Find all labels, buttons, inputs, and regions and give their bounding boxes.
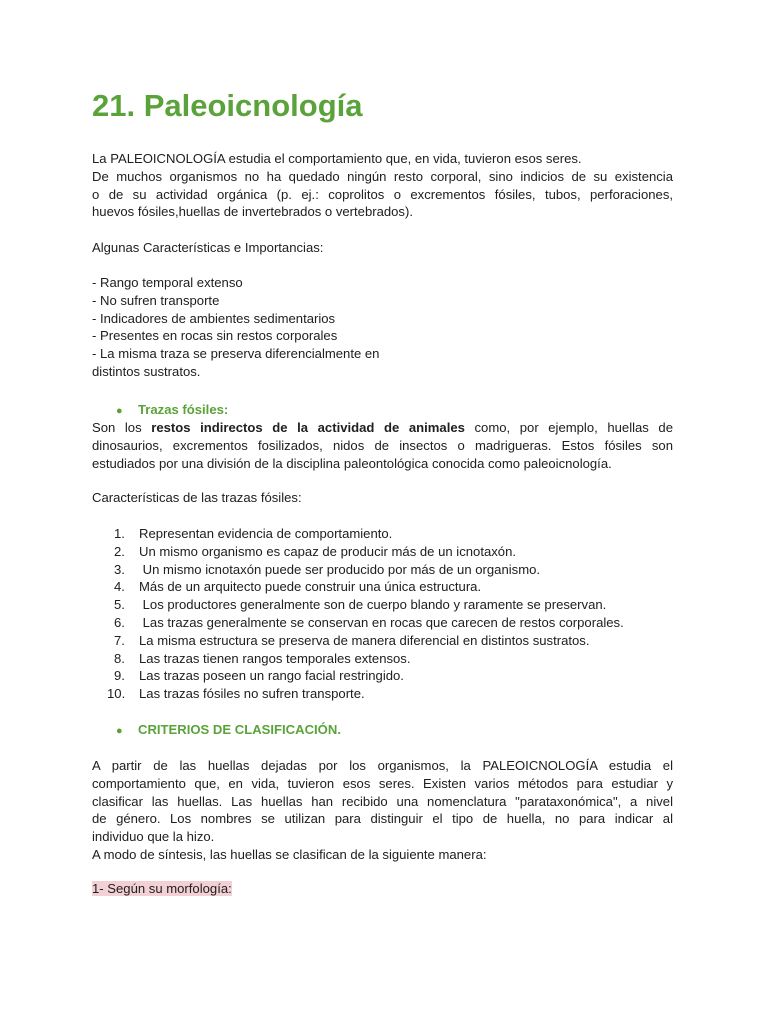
characteristics-item: distintos sustratos.: [92, 363, 201, 379]
list-text: La misma estructura se preserva de manera diferencial en distintos sustratos.: [139, 632, 590, 648]
characteristics-item: - No sufren transporte: [92, 292, 220, 308]
list-item: [92, 561, 624, 579]
list-text: Representan evidencia de comportamiento.: [139, 526, 393, 541]
list-number: 1.: [114, 526, 125, 541]
trazas-bold-text: restos indirectos de la actividad de animales: [151, 420, 465, 435]
trazas-line: dinosaurios, excrementos fosilizados, nidos de insectos o madrigueras. Estos fósiles son: [92, 437, 673, 453]
intro-paragraph: [92, 150, 673, 221]
trazas-list-heading: [92, 489, 673, 507]
criterios-heading-text: CRITERIOS DE CLASIFICACIÓN.: [138, 722, 341, 737]
list-number: 7.: [114, 632, 125, 648]
criterios-line: de género. Los nombres se utilizan para distinguir el tipo de huella, no para indicar al: [92, 811, 673, 827]
morphology-subheading: [92, 880, 673, 898]
list-item: [92, 632, 624, 650]
list-text: Un mismo icnotaxón puede ser producido por más de un organismo.: [139, 561, 541, 577]
characteristics-item: - Indicadores de ambientes sedimentarios: [92, 310, 336, 326]
list-text: Las trazas tienen rangos temporales extensos.: [139, 650, 411, 666]
list-number: 6.: [114, 614, 125, 630]
list-text: Las trazas poseen un rango facial restringido.: [139, 668, 404, 684]
characteristics-heading-text: Algunas Características e Importancias:: [92, 240, 324, 255]
intro-line: De muchos organismos no ha quedado ningún resto corporal, sino indicios de su existencia: [92, 168, 673, 184]
intro-line: La PALEOICNOLOGÍA estudia el comportamiento que, en vida, tuvieron esos seres.: [92, 151, 582, 166]
list-text: Más de un arquitecto puede construir una única estructura.: [139, 579, 482, 595]
list-number: 2.: [114, 543, 125, 559]
characteristics-list: [92, 274, 673, 381]
list-item: [92, 614, 624, 632]
trazas-heading: [116, 401, 228, 420]
list-item: [92, 650, 624, 668]
bullet-icon: ●: [116, 725, 123, 737]
criterios-paragraph: [92, 757, 673, 864]
list-text: Las trazas generalmente se conservan en rocas que carecen de restos corporales.: [139, 614, 624, 630]
list-item: [92, 543, 624, 561]
list-item: [92, 667, 624, 685]
list-number: 10.: [107, 686, 126, 702]
characteristics-item: - Presentes en rocas sin restos corporales: [92, 328, 338, 344]
list-item: [92, 596, 624, 614]
morphology-subheading-text: 1- Según su morfología:: [92, 881, 232, 896]
criterios-line: comportamiento que, en vida, tuvieron esos seres. Existen varios métodos para estudiar y: [92, 775, 673, 791]
trazas-paragraph: [92, 419, 673, 472]
intro-line: huevos fósiles,huellas de invertebrados o vertebrados).: [92, 204, 413, 220]
trazas-line: estudiados por una división de la disciplina paleontológica conocida como paleoicnología.: [92, 455, 612, 471]
list-number: 9.: [114, 668, 125, 684]
list-number: 5.: [114, 597, 125, 613]
criterios-line: clasificar las huellas. Las huellas han recibido una nomenclatura "parataxonómica", a nivel: [92, 793, 673, 809]
list-text: Las trazas fósiles no sufren transporte.: [139, 686, 365, 702]
list-item: [92, 525, 624, 543]
trazas-heading-text: Trazas fósiles:: [138, 402, 229, 417]
criterios-line: individuo que la hizo.: [92, 829, 215, 845]
trazas-line: [92, 419, 673, 437]
trazas-text: como, por ejemplo, huellas de: [464, 420, 673, 435]
characteristics-heading: [92, 239, 673, 257]
list-text: Un mismo organismo es capaz de producir más de un icnotaxón.: [139, 543, 516, 559]
list-text: Los productores generalmente son de cuerpo blando y raramente se preservan.: [139, 597, 607, 613]
list-item: [92, 685, 624, 703]
intro-line: o de su actividad orgánica (p. ej.: coprolitos o excrementos fósiles, tubos, perforaciones,: [92, 186, 673, 202]
trazas-numbered-list: [92, 525, 624, 703]
list-number: 3.: [114, 561, 125, 577]
criterios-line: A partir de las huellas dejadas por los organismos, la PALEOICNOLOGÍA estudia el: [92, 758, 673, 773]
characteristics-item: - Rango temporal extenso: [92, 275, 243, 290]
list-item: [92, 578, 624, 596]
criterios-line: A modo de síntesis, las huellas se clasifican de la siguiente manera:: [92, 846, 487, 862]
list-number: 4.: [114, 579, 125, 595]
page-title: 21. Paleoicnología: [92, 88, 363, 123]
trazas-text: Son los: [92, 420, 152, 435]
characteristics-item: - La misma traza se preserva diferencialmente en: [92, 346, 380, 362]
trazas-list-heading-text: Características de las trazas fósiles:: [92, 490, 302, 505]
criterios-heading: [116, 721, 341, 740]
bullet-icon: ●: [116, 405, 123, 417]
list-number: 8.: [114, 650, 125, 666]
